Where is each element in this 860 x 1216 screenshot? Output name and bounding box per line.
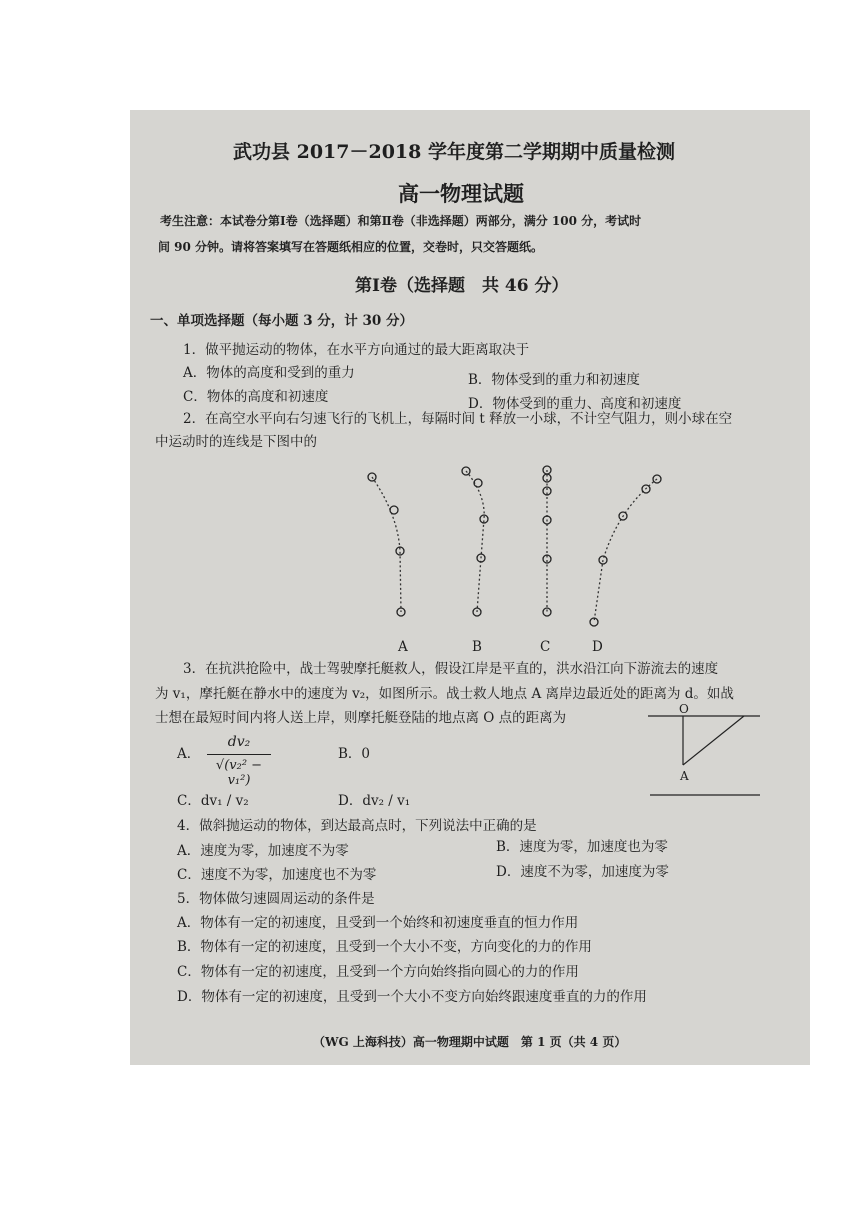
q3-option-d: D．dv₂ / v₁	[338, 793, 411, 809]
notice-line-2: 间 90 分钟。请将答案填写在答题纸相应的位置，交卷时，只交答题纸。	[158, 240, 544, 254]
q3-option-a-label: A．	[177, 746, 201, 762]
fraction-denominator: √(v₂² − v₁²)	[215, 758, 263, 788]
q1-stem: 1．做平抛运动的物体，在水平方向通过的最大距离取决于	[183, 342, 530, 358]
q2-stem-line-1: 2．在高空水平向右匀速飞行的飞机上，每隔时间 t 释放一小球，不计空气阻力，则小球在空	[183, 411, 733, 427]
notice-line-1: 考生注意：本试卷分第Ⅰ卷（选择题）和第Ⅱ卷（非选择题）两部分，满分 100 分，考试时	[160, 214, 642, 228]
trajectory-b	[466, 471, 484, 612]
q4-option-d: D．速度不为零，加速度为零	[496, 864, 669, 880]
q2-label-b: B	[472, 639, 482, 655]
subject-title: 高一物理试题	[398, 181, 524, 206]
q2-label-a: A	[398, 639, 408, 655]
q3-figure-label-o: O	[679, 702, 689, 716]
q5-option-c: C．物体有一定的初速度，且受到一个方向始终指向圆心的力的作用	[177, 964, 579, 980]
q2-label-d: D	[592, 639, 603, 655]
page-footer: （WG 上海科技）高一物理期中试题 第 1 页（共 4 页）	[313, 1035, 627, 1049]
part1-heading: 第Ⅰ卷（选择题 共 46 分）	[355, 276, 569, 296]
q5-option-b: B．物体有一定的初速度，且受到一个大小不变，方向变化的力的作用	[177, 939, 592, 955]
q3-stem-line-2: 为 v₁，摩托艇在静水中的速度为 v₂，如图所示。战士救人地点 A 离岸边最近处的距离为 d。如战	[155, 686, 734, 702]
q3-option-b: B．0	[338, 746, 371, 762]
q3-option-c: C．dv₁ / v₂	[177, 793, 249, 809]
trajectory-a	[372, 477, 401, 612]
q4-option-c: C．速度不为零，加速度也不为零	[177, 867, 377, 883]
q2-label-c: C	[540, 639, 551, 655]
exam-title: 武功县 2017－2018 学年度第二学期期中质量检测	[233, 141, 675, 163]
q3-stem-line-1: 3．在抗洪抢险中，战士驾驶摩托艇救人，假设江岸是平直的，洪水沿江向下游流去的速度	[183, 661, 719, 677]
q5-option-d: D．物体有一定的初速度，且受到一个大小不变方向始终跟速度垂直的力的作用	[177, 989, 647, 1005]
ball	[390, 506, 398, 514]
q4-option-a: A．速度为零，加速度不为零	[177, 843, 349, 859]
q4-option-b: B．速度为零，加速度也为零	[496, 839, 668, 855]
q1-option-d: D．物体受到的重力、高度和初速度	[468, 396, 682, 412]
q4-stem: 4．做斜抛运动的物体，到达最高点时，下列说法中正确的是	[177, 818, 537, 834]
q3-stem-line-3: 士想在最短时间内将人送上岸，则摩托艇登陆的地点离 O 点的距离为	[155, 710, 567, 726]
q1-option-b: B．物体受到的重力和初速度	[468, 372, 640, 388]
fraction-numerator: dv₂	[227, 734, 251, 750]
q2-stem-line-2: 中运动时的连线是下图中的	[155, 434, 317, 450]
q5-stem: 5．物体做匀速圆周运动的条件是	[177, 891, 375, 907]
diagonal-line	[683, 716, 744, 765]
q5-option-a: A．物体有一定的初速度，且受到一个始终和初速度垂直的恒力作用	[177, 915, 579, 931]
fraction-bar	[207, 754, 271, 755]
q1-option-c: C．物体的高度和初速度	[183, 389, 329, 405]
q1-option-a: A．物体的高度和受到的重力	[183, 365, 355, 381]
q3-figure-label-a: A	[680, 769, 689, 783]
trajectory-d	[594, 479, 657, 622]
ball	[599, 556, 607, 564]
section-heading: 一、单项选择题（每小题 3 分，计 30 分）	[150, 313, 413, 329]
